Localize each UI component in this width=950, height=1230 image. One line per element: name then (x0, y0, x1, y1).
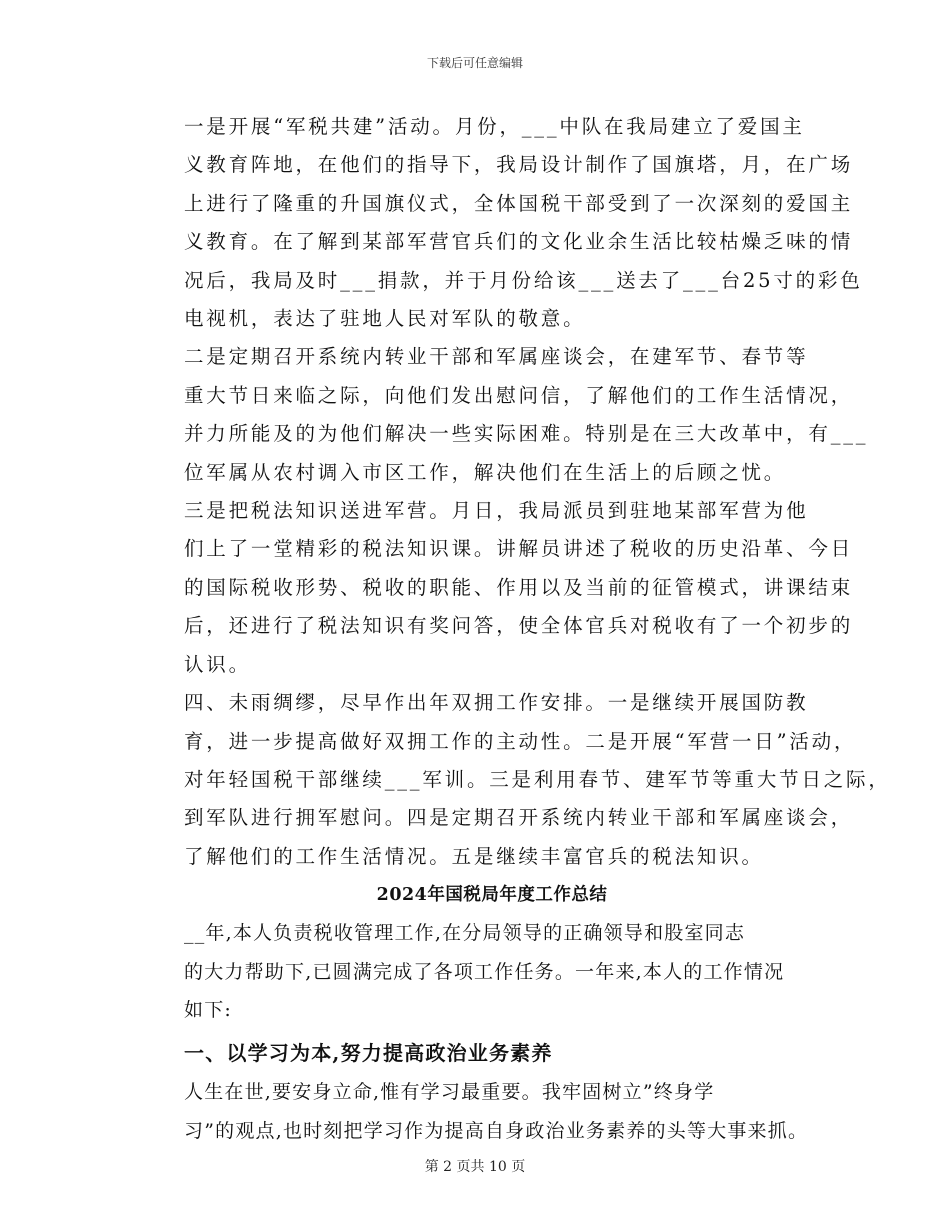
text-line: 的大力帮助下,已圆满完成了各项工作任务。一年来,本人的工作情况 (184, 960, 785, 983)
text-line: 义教育阵地，在他们的指导下，我局设计制作了国旗塔，月，在广场 (184, 153, 854, 177)
text-line: 认识。 (184, 652, 251, 676)
text-line: 三是把税法知识送进军营。月日，我局派员到驻地某部军营为他 (184, 499, 809, 523)
document-title: 2024年国税局年度工作总结 (376, 885, 608, 906)
text-line: 位军属从农村调入市区工作，解决他们在生活上的后顾之忧。 (184, 460, 787, 484)
text-line: 了解他们的工作生活情况。五是继续丰富官兵的税法知识。 (184, 844, 764, 868)
section-military-tax (142, 108, 891, 876)
text-line: 习”的观点,也时刻把学习作为提高自身政治业务素养的头等大事来抓。 (184, 1119, 809, 1142)
text-line: 并力所能及的为他们解决一些实际困难。特别是在三大改革中，有___ (184, 422, 869, 446)
text-line: 重大节日来临之际，向他们发出慰问信，了解他们的工作生活情况， (184, 383, 854, 407)
body-paragraph (142, 492, 854, 684)
text-line: 上进行了隆重的升国旗仪式，全体国税干部受到了一次深刻的爱国主 (184, 191, 854, 215)
text-line: 一是开展“军税共建”活动。月份，___中队在我局建立了爱国主 (184, 115, 805, 138)
body-paragraph (142, 108, 863, 338)
text-line: 义教育。在了解到某部军营官兵们的文化业余生活比较枯燥乏味的情 (184, 230, 854, 254)
text-line: 后，还进行了税法知识有奖问答，使全体官兵对税收有了一个初步的 (184, 614, 854, 638)
body-paragraph (142, 338, 869, 492)
study-paragraph (142, 1073, 822, 1150)
intro-paragraph (142, 914, 822, 1029)
text-line: 育，进一步提高做好双拥工作的主动性。二是开展“军营一日”活动， (184, 729, 857, 753)
text-line: 人生在世,要安身立命,惟有学习最重要。我牢固树立”终身学 (184, 1081, 715, 1104)
text-line: 对年轻国税干部继续___军训。三是利用春节、建军节等重大节日之际， (184, 767, 891, 791)
text-line: 况后，我局及时___捐款，并于月份给该___送去了___台25寸的彩色 (184, 268, 863, 292)
page-header: 下载后可任意编辑 (426, 56, 523, 70)
text-line: __年,本人负责税收管理工作,在分局领导的正确领导和股室同志 (184, 922, 746, 945)
section-heading: 一、以学习为本,努力提高政治业务素养 (184, 1041, 553, 1066)
text-line: 如下: (184, 998, 233, 1021)
page-footer: 第 2 页共 10 页 (424, 1159, 526, 1175)
body-paragraph (142, 684, 891, 876)
text-line: 二是定期召开系统内转业干部和军属座谈会，在建军节、春节等 (184, 345, 809, 369)
text-line: 的国际税收形势、税收的职能、作用以及当前的征管模式，讲课结束 (184, 575, 854, 599)
text-line: 四、未雨绸缪，尽早作出年双拥工作安排。一是继续开展国防教 (184, 691, 809, 715)
document-body (142, 108, 891, 1150)
text-line: 们上了一堂精彩的税法知识课。讲解员讲述了税收的历史沿革、今日 (184, 537, 854, 561)
text-line: 到军队进行拥军慰问。四是定期召开系统内转业干部和军属座谈会， (184, 806, 854, 830)
text-line: 电视机，表达了驻地人民对军队的敬意。 (184, 307, 586, 331)
